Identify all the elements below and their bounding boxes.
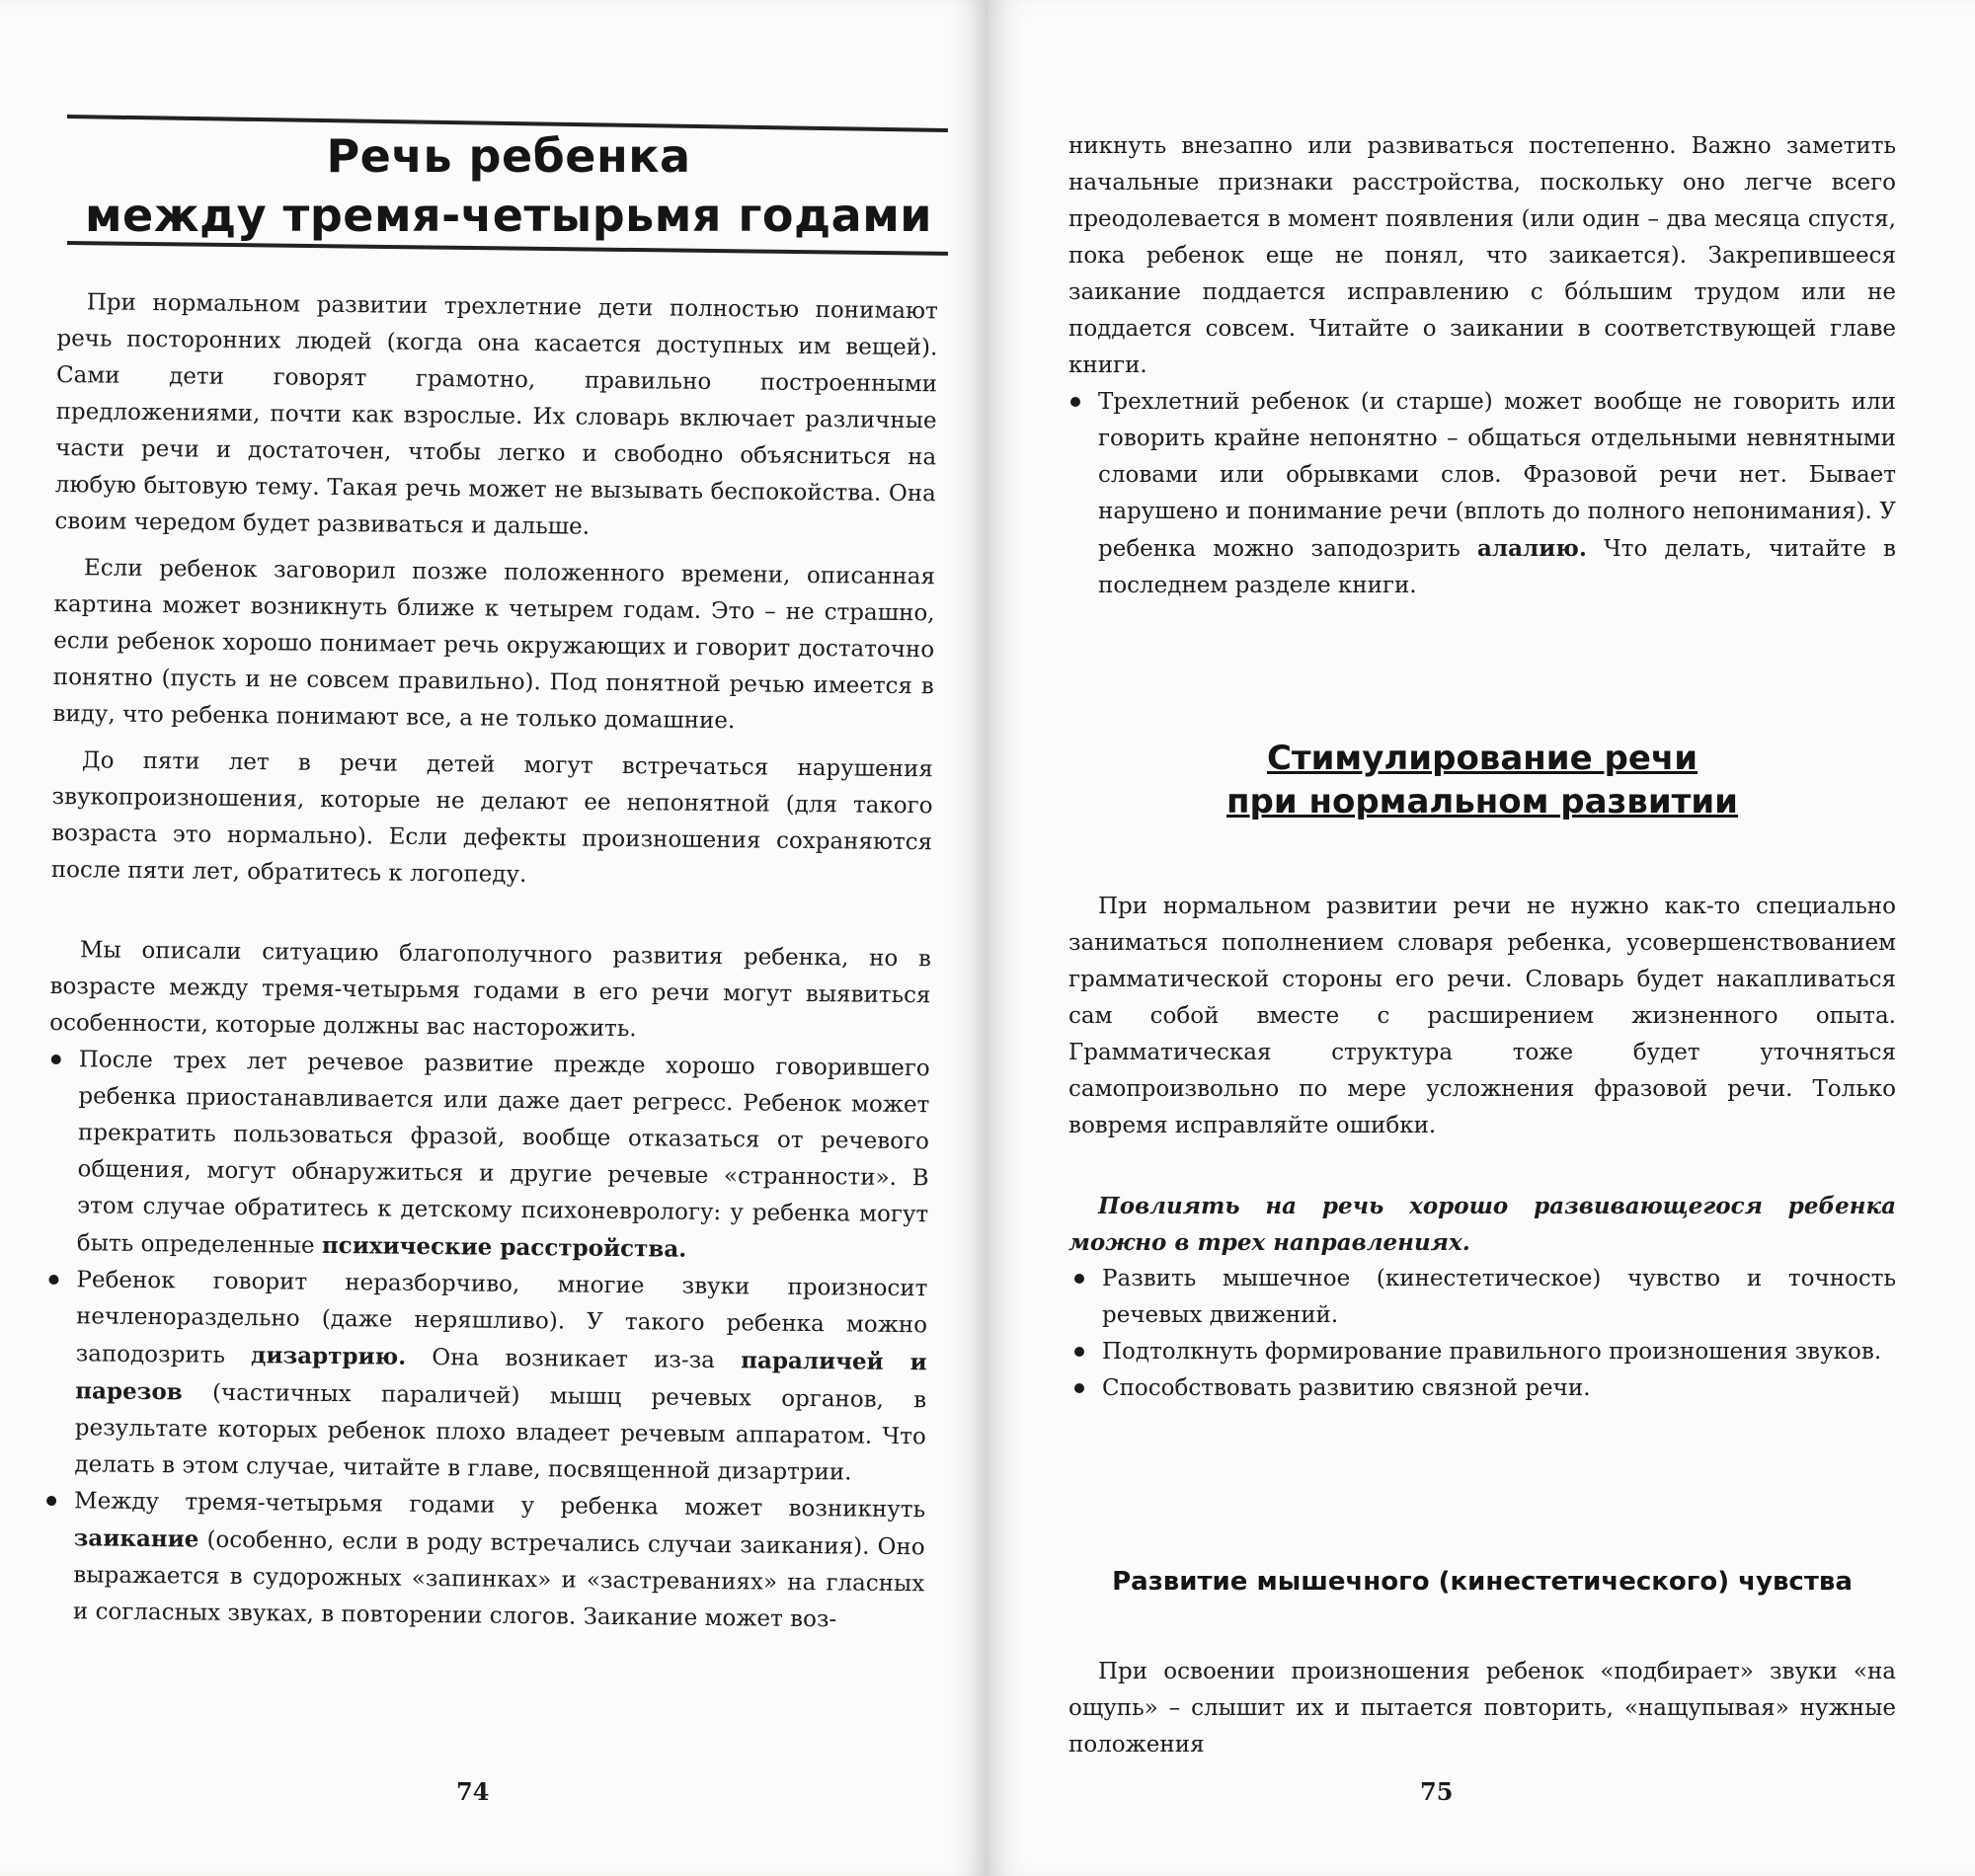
list-item-bold: психические расстройства. — [321, 1231, 687, 1263]
chapter-title-line2: между тремя-четырьмя годами — [84, 189, 933, 242]
list-item-text: (частичных параличей) мышц речевых органов, в результате которых ребенок плохо владеет речевым аппаратом. Что делать в этом случае, читайте в главе, посвященной дизартрии. — [74, 1379, 927, 1486]
list-item-bold: параличей и парезов — [75, 1347, 927, 1406]
section-paragraph: При нормальном развитии речи не нужно как-то специально заниматься пополнением словаря ребенка, усовершенствованием грамматической стороны его речи. Словарь будет накапливаться сам собой вместе с расширением жизненного опыта. Грамматическая структура тоже будет уточняться самопроизвольно по мере усложнения фразовой речи. Только вовремя исправляйте ошибки. — [1068, 894, 1896, 1138]
continuation-paragraph: никнуть внезапно или развиваться постепенно. Важно заметить начальные признаки расстройства, поскольку оно легче всего преодолевается в момент появления (или один – два месяца спустя, пока ребенок еще не понял, что заикается). Закрепившееся заикание поддается исправлению с бо́льшим трудом или не поддается совсем. Читайте о заикании в соответствующей главе книги. — [1068, 133, 1896, 378]
bullet-icon — [1070, 397, 1080, 407]
paragraph: Мы описали ситуацию благополучного развития ребенка, но в возрасте между тремя-четырьмя годами в его речи могут выявиться особенности, которые должны вас насторожить. — [49, 937, 932, 1043]
list-item — [1072, 1370, 1896, 1407]
section-title — [1068, 737, 1896, 823]
list-item — [47, 1042, 930, 1271]
list-item-text: Что делать, читайте в последнем разделе книги. — [1098, 536, 1896, 598]
list-item — [1072, 1334, 1896, 1370]
list-item-text: Между тремя-четырьмя годами у ребенка может возникнуть — [73, 1488, 926, 1524]
list-item-text: Она возникает из-за — [406, 1344, 742, 1374]
page-number-right: 75 — [1420, 1777, 1454, 1806]
list-item — [1072, 1261, 1896, 1334]
list-item-bold: дизартрию. — [250, 1342, 407, 1370]
list-item — [43, 1483, 926, 1639]
directions-list — [1072, 1261, 1896, 1407]
chapter-title-line1: Речь ребенка — [326, 129, 691, 183]
right-column-top — [1068, 128, 1896, 604]
paragraph: До пяти лет в речи детей могут встречаться нарушения звукопроизношения, которые не делают ее непонятной (для такого возраста это нормально). Если дефекты произношения сохраняются после пяти лет, обратитесь к логопеду. — [50, 747, 934, 889]
bullet-icon — [1074, 1383, 1084, 1393]
list-item-bold: заикание — [73, 1524, 199, 1553]
page-number-left: 74 — [456, 1777, 490, 1806]
list-item-text: (особенно, если в роду встречались случаи заикания). Оно выражается в судорожных «запинках» и «застреваниях» на гласных и согласных звуках, в повторении слогов. Заикание может воз- — [72, 1526, 925, 1633]
right-column-middle — [1068, 889, 1896, 1407]
list-item-text: Способствовать развитию связной речи. — [1102, 1375, 1591, 1401]
list-item-bold: алалию. — [1476, 535, 1587, 562]
list-item-text: Трехлетний ребенок (и старше) может вообще не говорить или говорить крайне непонятно – общаться отдельными невнятными словами или обрывками слов. Фразовой речи нет. Бывает нарушено и понимание речи (вплоть до полного непонимания). У ребенка можно заподозрить — [1098, 389, 1896, 562]
paragraph: Если ребенок заговорил позже положенного времени, описанная картина может возникнуть ближе к четырем годам. Это – не страшно, если ребенок хорошо понимает речь окружающих и говорит достаточно понятно (пусть и не совсем правильно). Под понятной речью имеется в виду, что ребенка понимают все, а не только домашние. — [52, 555, 936, 735]
list-item-text: Подтолкнуть формирование правильного произношения звуков. — [1102, 1339, 1882, 1365]
bullet-icon — [48, 1275, 58, 1285]
right-warning-list — [1068, 384, 1896, 604]
bullet-icon — [51, 1055, 61, 1064]
list-item-text: После трех лет речевое развитие прежде хорошо говорившего ребенка приостанавливается или даже дает регресс. Ребенок может прекратить пользоваться фразой, вообще отказаться от речевого общения, могут обнаружиться и другие речевые «странности». В этом случае обратитесь к детскому психоневрологу: у ребенка могут быть определенные — [76, 1047, 930, 1259]
list-item — [44, 1262, 927, 1492]
bullet-icon — [46, 1496, 56, 1506]
list-item-text: Развить мышечное (кинестетическое) чувство и точность речевых движений. — [1102, 1266, 1896, 1328]
lead-text: Повлиять на речь хорошо развивающегося ребенка можно в трех направлениях. — [1068, 1193, 1896, 1256]
section-title-line1: Стимулирование речи — [1266, 739, 1698, 778]
final-paragraph: При освоении произношения ребенок «подбирает» звуки «на ощупь» – слышит их и пытается повторить, «нащупывая» нужные положения — [1068, 1659, 1896, 1758]
paragraph: При нормальном развитии трехлетние дети полностью понимают речь посторонних людей (когда она касается доступных им вещей). Сами дети говорят грамотно, правильно построенными предложениями, почти как взрослые. Их словарь включает различные части речи и достаточен, чтобы легко и свободно объясниться на любую бытовую тему. Такая речь может не вызывать беспокойства. Она своим чередом будет развиваться и дальше. — [54, 289, 938, 540]
left-column — [43, 284, 938, 1639]
subheading: Развитие мышечного (кинестетического) чувства — [1112, 1567, 1853, 1597]
section-title-line2: при нормальном развитии — [1225, 782, 1739, 821]
list-item-text: Ребенок говорит неразборчиво, многие звуки произносит нечленораздельно (даже неряшливо). У такого ребенка можно заподозрить — [75, 1267, 928, 1369]
list-item — [1068, 384, 1896, 604]
bullet-icon — [1074, 1274, 1084, 1284]
right-column-bottom — [1068, 1654, 1896, 1763]
warning-list — [43, 1042, 930, 1639]
chapter-title — [69, 126, 948, 245]
bullet-icon — [1074, 1347, 1084, 1357]
